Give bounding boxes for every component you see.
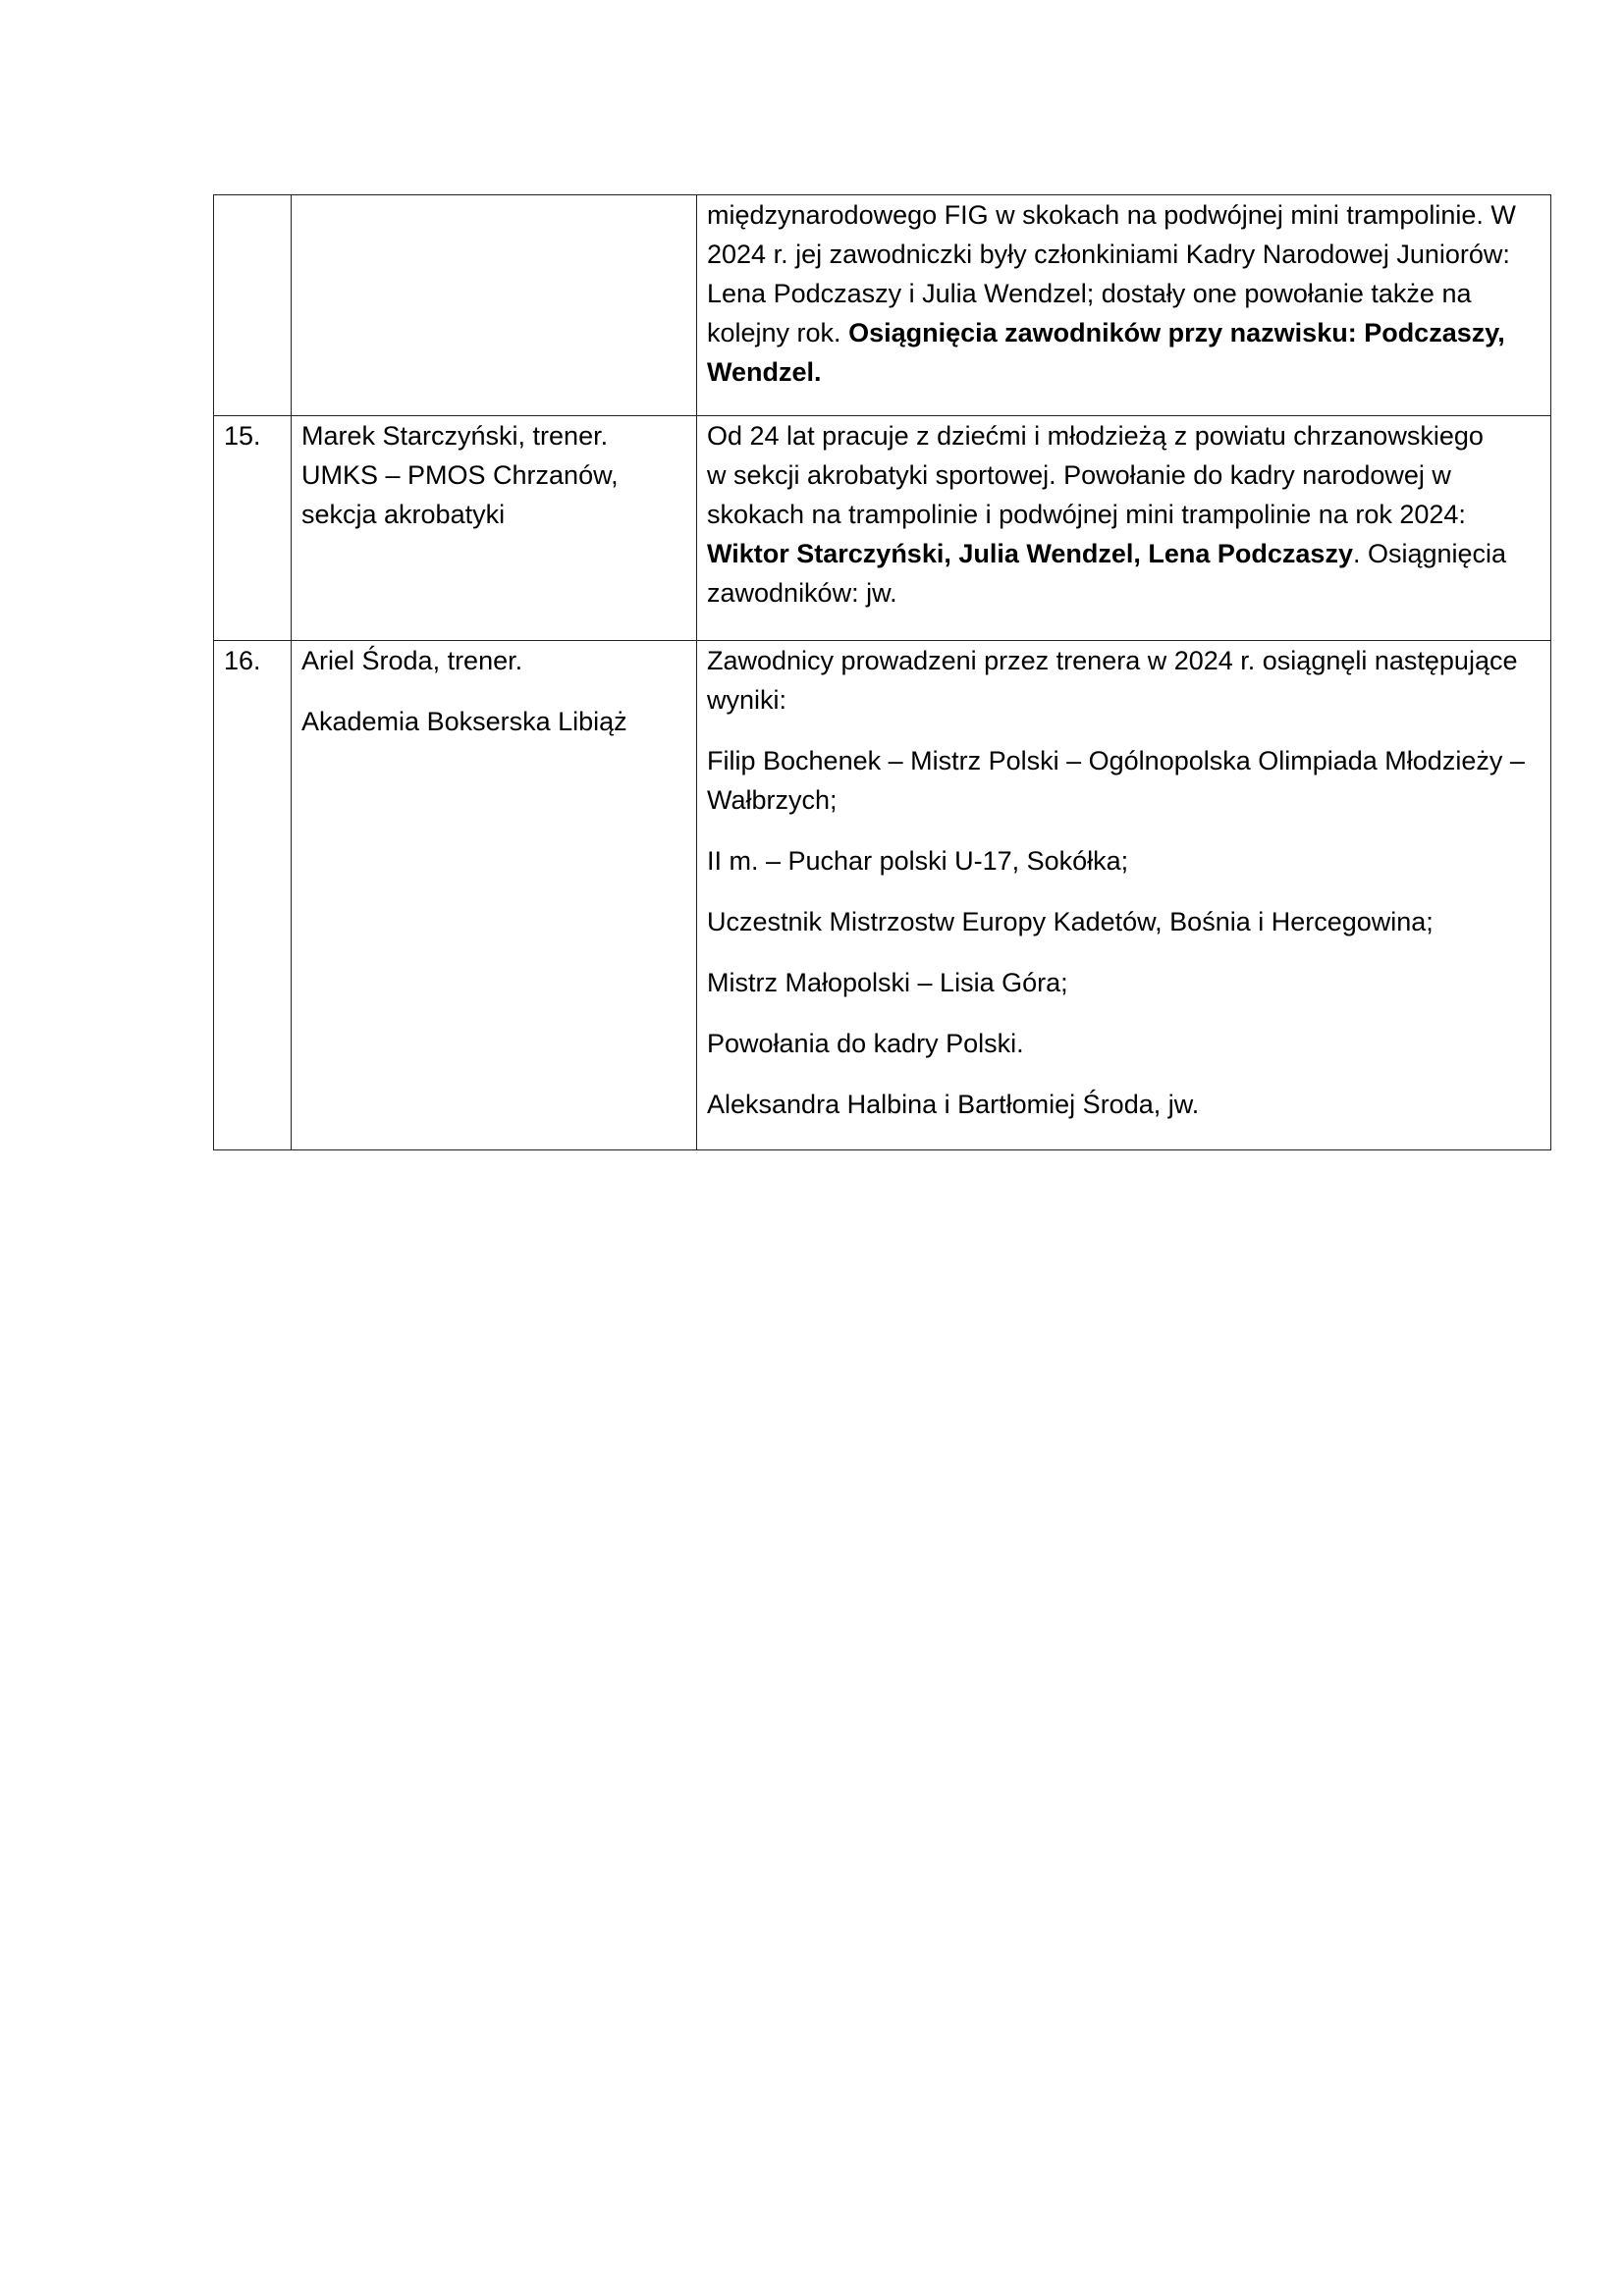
achievement-item: Aleksandra Halbina i Bartłomiej Środa, jw. [707,1090,1200,1119]
awards-table [213,194,1551,1150]
description-line: zawodników: jw. [707,578,897,608]
club-name: Akademia Bokserska Libiąż [301,707,627,736]
row-number-cell: 15. [214,416,292,641]
description-line [707,313,1541,352]
person-cell [292,641,697,1150]
achievement-item: Uczestnik Mistrzostw Europy Kadetów, Bośnia i Hercegowina; [707,907,1434,936]
achievement-item: II m. – Puchar polski U-17, Sokółka; [707,846,1129,876]
description-cell [697,416,1551,641]
description-line: Filip Bochenek – Mistrz Polski – Ogólnopolska Olimpiada Młodzieży – [707,746,1525,775]
bold-achievements-note-end: Wendzel. [707,357,822,387]
description-line: Od 24 lat pracuje z dziećmi i młodzieżą z powiatu chrzanowskiego [707,421,1484,451]
table-row [214,195,1551,416]
achievement-item [707,741,1541,820]
description-text: kolejny rok. [707,318,849,347]
description-line: w sekcji akrobatyki sportowej. Powołanie do kadry narodowej w [707,460,1451,490]
description-cell [697,195,1551,416]
description-line: międzynarodowego FIG w skokach na podwójnej mini trampolinie. W [707,200,1516,230]
person-cell [292,195,697,416]
table-row [214,416,1551,641]
table-row [214,641,1551,1150]
achievement-item: Mistrz Małopolski – Lisia Góra; [707,968,1068,997]
bold-achievements-note: Osiągnięcia zawodników przy nazwisku: Podczaszy, [848,318,1505,347]
bold-athlete-names: Wiktor Starczyński, Julia Wendzel, Lena Podczaszy [707,539,1353,568]
section-name: sekcja akrobatyki [301,500,506,529]
person-cell [292,416,697,641]
description-cell [697,641,1551,1150]
description-line [707,534,1541,573]
club-name: UMKS – PMOS Chrzanów, [301,460,619,490]
achievement-item: Powołania do kadry Polski. [707,1029,1024,1058]
row-number-cell: 16. [214,641,292,1150]
description-text: . Osiągnięcia [1352,539,1507,568]
description-line: Lena Podczaszy i Julia Wendzel; dostały one powołanie także na [707,279,1472,308]
person-name: Marek Starczyński, trener. [301,421,609,451]
description-line: Zawodnicy prowadzeni przez trenera w 2024 r. osiągnęli następujące [707,646,1518,675]
description-line: Wałbrzych; [707,785,838,815]
description-line: 2024 r. jej zawodniczki były członkiniami Kadry Narodowej Juniorów: [707,240,1510,269]
description-line: skokach na trampolinie i podwójnej mini trampolinie na rok 2024: [707,500,1466,529]
person-name: Ariel Środa, trener. [301,646,523,675]
description-line: wyniki: [707,685,787,715]
intro-paragraph [707,641,1541,720]
row-number-cell [214,195,292,416]
